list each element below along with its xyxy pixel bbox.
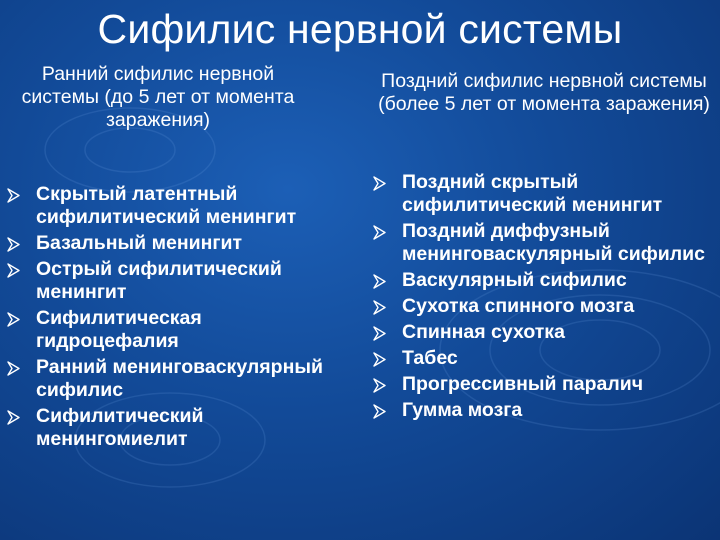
list-item: Поздний скрытый сифилитический менингит xyxy=(372,171,720,217)
list-item: Табес xyxy=(372,347,720,370)
list-item: Прогрессивный паралич xyxy=(372,373,720,396)
early-syphilis-list xyxy=(6,183,341,454)
list-item: Поздний диффузный менинговаскулярный сифилис xyxy=(372,220,720,266)
arrowhead-bullet-icon xyxy=(6,308,24,330)
list-item: Ранний менинговаскулярный сифилис xyxy=(6,356,341,402)
list-item: Васкулярный сифилис xyxy=(372,269,720,292)
arrowhead-bullet-icon xyxy=(6,233,24,255)
arrowhead-bullet-icon xyxy=(6,259,24,281)
arrowhead-bullet-icon xyxy=(372,374,390,396)
late-syphilis-list xyxy=(372,171,720,425)
early-syphilis-heading: Ранний сифилис нервной системы (до 5 лет от момента заражения) xyxy=(21,63,295,131)
arrowhead-bullet-icon xyxy=(6,357,24,379)
list-item: Спинная сухотка xyxy=(372,321,720,344)
arrowhead-bullet-icon xyxy=(372,400,390,422)
list-item: Гумма мозга xyxy=(372,399,720,422)
arrowhead-bullet-icon xyxy=(6,406,24,428)
list-item: Сифилитическая гидроцефалия xyxy=(6,307,341,353)
arrowhead-bullet-icon xyxy=(372,322,390,344)
list-item: Базальный менингит xyxy=(6,232,341,255)
list-item: Острый сифилитический менингит xyxy=(6,258,341,304)
arrowhead-bullet-icon xyxy=(372,348,390,370)
arrowhead-bullet-icon xyxy=(372,270,390,292)
list-item: Сифилитический менингомиелит xyxy=(6,405,341,451)
list-item: Скрытый латентный сифилитический менингит xyxy=(6,183,341,229)
late-syphilis-heading: Поздний сифилис нервной системы (более 5 лет от момента заражения) xyxy=(378,70,710,115)
list-item: Сухотка спинного мозга xyxy=(372,295,720,318)
arrowhead-bullet-icon xyxy=(372,296,390,318)
arrowhead-bullet-icon xyxy=(6,184,24,206)
slide-title: Сифилис нервной системы xyxy=(97,6,623,52)
arrowhead-bullet-icon xyxy=(372,221,390,243)
arrowhead-bullet-icon xyxy=(372,172,390,194)
